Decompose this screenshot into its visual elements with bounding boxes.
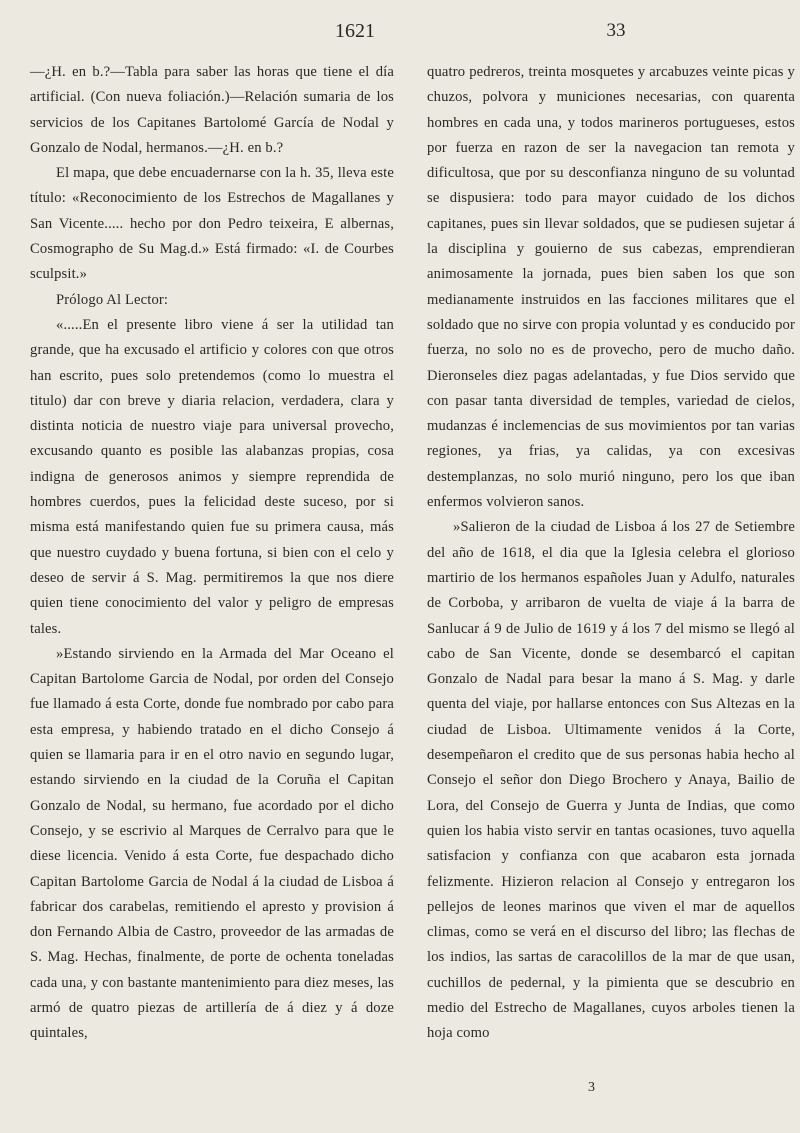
paragraph-armada-account: »Estando sirviendo en la Armada del Mar Oceano el Capitan Bartolome Garcia de Nodal, por orden del Consejo fue llamado á esta Corte, donde fue nombrado por cabo para esta empresa, y habiendo tratado en el dicho Consejo á quien se llamaria para ir en el otro navio en segundo lugar, estando sirviendo en la ciudad de la Coruña el Capitan Gonzalo de Nodal, su hermano, fue acordado por el dicho Consejo, y se escrivio al Marques de Cerralvo para que le diese licencia. Venido á esta Corte, fue despachado dicho Capitan Bartolome Garcia de Nodal á la ciudad de Lisboa á fabricar dos carabelas, remitiendo el apresto y provision á don Fernando Albia de Castro, proveedor de las armadas de S. Mag. Hechas, finalmente, de porte de ochenta toneladas cada una, y con bastante mantenimiento para diez meses, las armó de quatro piezas de artillería de á diez y á doze quintales, [30, 645, 394, 1042]
page-number: 33 [606, 20, 626, 41]
paragraph-bibliographic-note: —¿H. en b.?—Tabla para saber las horas que tiene el día artificial. (Con nueva foliación.)—Relación sumaria de los servicios de los Capitanes Bartolomé García de Nodal y Gonzalo de Nodal, hermanos.—¿H. en b.? [30, 64, 394, 156]
page-year-header: 1621 [335, 20, 375, 42]
paragraph-prologue-heading: Prólogo Al Lector: [56, 291, 169, 308]
paragraph-armament-continuation: quatro pedreros, treinta mosquetes y arcabuzes veinte picas y chuzos, polvora y municiones necesarias, con quarenta hombres en cada una, y todos marineros portugueses, estos por fuerza en razon de ser la navegacion tan remota y dificultosa, que por su desconfianza ninguno de su voluntad se dispusiera: todo para mayor cuidado de los dichos capitanes, pues sin llevar soldados, que se pudiesen sujetar á la disciplina y gouierno de sus cabezas, emprendieran animosamente la jornada, pues bien saben los que son medianamente instruidos en las facciones militares que el soldado que no sirve con propia voluntad y es conducido por fuerza, no solo no es de provecho, pero de mucho daño. Dieronseles diez pagas adelantadas, y fue Dios servido que con pasar tanta diversidad de temples, variedad de cielos, mudanzas é inclemencias de sus movimientos por tan varias regiones, ya frias, ya calidas, ya con excesivas destemplanzas, no solo murió ninguno, pero los que iban enfermos volvieron sanos. [427, 64, 795, 511]
right-column [427, 60, 795, 1047]
left-column [30, 60, 394, 1047]
paragraph-prologue-text: «.....En el presente libro viene á ser la utilidad tan grande, que ha excusado el artificio y colores con que otros han escrito, pues solo pretendemos (como lo muestra el titulo) dar con breve y diaria relacion, verdadera, clara y distinta noticia de nuestro viaje para universal provecho, excusando quanto es posible las alabanzas propias, cosa indigna de generosos animos y siempre reprendida de hombres cuerdos, pues la felicidad deste suceso, por si misma está manifestando quien fue su primera causa, más que nuestro cuydado y buena fortuna, si bien con el celo y deseo de servir á S. Mag. permitiremos la que nos diere quien tiene conocimiento del valor y peligro de empresas tales. [30, 316, 394, 637]
paragraph-voyage-account: »Salieron de la ciudad de Lisboa á los 27 de Setiembre del año de 1618, el dia que la Iglesia celebra el glorioso martirio de los hermanos españoles Juan y Adulfo, naturales de Corboba, y arribaron de vuelta de viaje á la barra de Sanlucar á 9 de Julio de 1619 y á los 7 del mismo se llegó al cabo de San Vicente, donde se desembarcó el capitan Gonzalo de Nadal para besar la mano á S. Mag. y darle quenta del viaje, por hallarse entonces con Sus Altezas en la ciudad de Lisboa. Ultimamente venidos á la Corte, desempeñaron el credito que de sus personas habia hecho al Consejo el señor don Diego Brochero y Anaya, Bailio de Lora, del Consejo de Guerra y Junta de Indias, que como quien los habia visto servir en tantas ocasiones, tuvo aquella satisfacion y confianza con que acabaron esta jornada felizmente. Hizieron relacion al Consejo y entregaron los pellejos de leones marinos que viven el mar de aquellos climas, como se verá en el discurso del libro; las flechas de los indios, las sartas de caracolillos de la mar de que usan, cuchillos de pedernal, y la pimienta que se descubrio en medio del Estrecho de Magallanes, cuyos arboles tienen la hoja como [427, 519, 795, 1042]
signature-mark: 3 [588, 1080, 595, 1095]
paragraph-map-description: El mapa, que debe encuadernarse con la h. 35, lleva este título: «Reconocimiento de los Estrechos de Magallanes y San Vicente..... hecho por don Pedro teixeira, E albernas, Cosmographo de Su Mag.d.» Está firmado: «I. de Courbes sculpsit.» [30, 165, 394, 283]
